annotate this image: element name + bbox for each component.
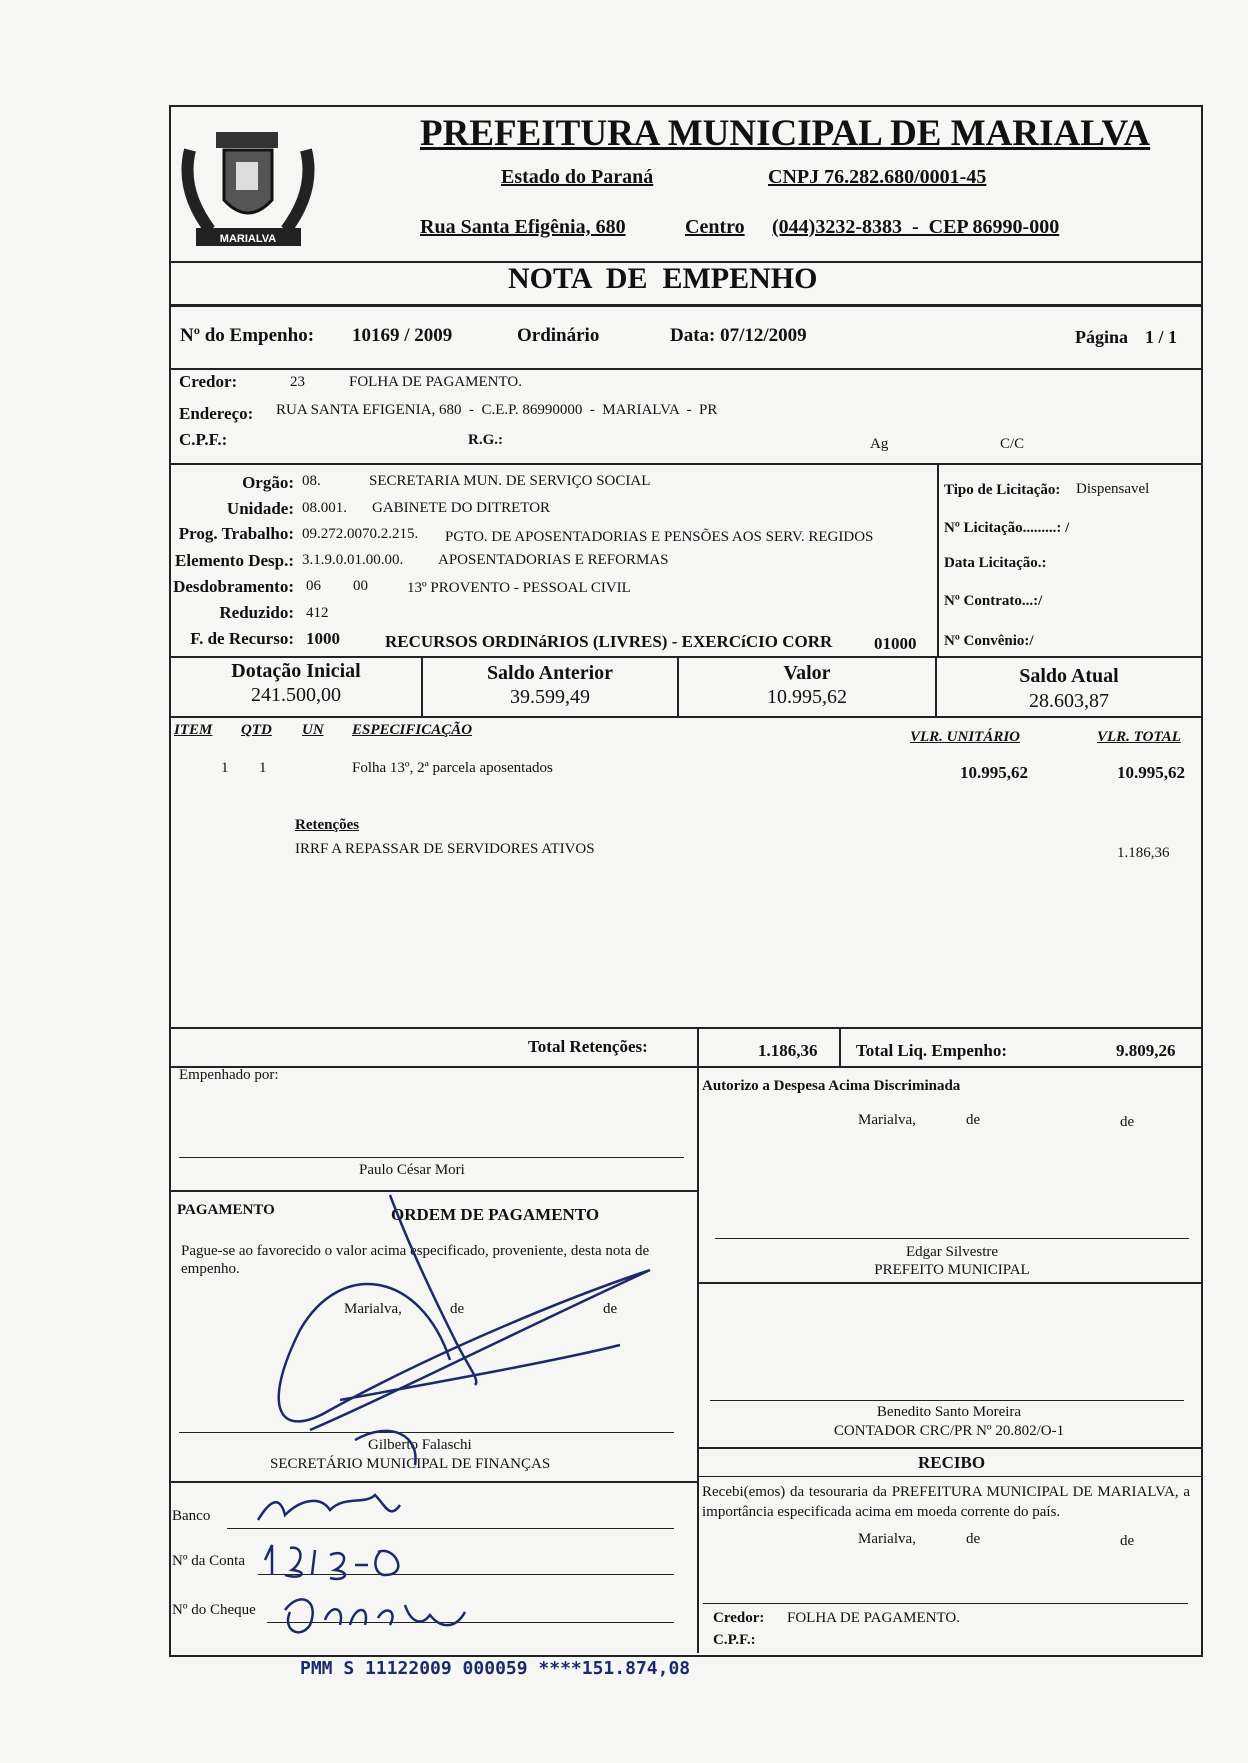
footer-stamp: PMM S 11122009 000059 ****151.874,08 <box>300 1658 691 1679</box>
orgao-desc: SECRETARIA MUN. DE SERVIÇO SOCIAL <box>369 473 651 489</box>
col-total: VLR. TOTAL <box>1097 729 1181 745</box>
total-liq-label: Total Liq. Empenho: <box>856 1041 1007 1060</box>
recurso-label: F. de Recurso: <box>190 629 294 648</box>
desdob-label: Desdobramento: <box>173 577 294 596</box>
phone-cep-text: (044)3232-8383 - CEP 86990-000 <box>772 216 1060 238</box>
unidade-label: Unidade: <box>226 499 294 518</box>
total-retencoes-label: Total Retenções: <box>528 1037 648 1056</box>
page-value: 1 / 1 <box>1145 327 1178 347</box>
col-unit: VLR. UNITÁRIO <box>910 729 1021 745</box>
contador-name: Benedito Santo Moreira <box>876 1404 1022 1420</box>
saldo-atual-label: Saldo Atual <box>1019 665 1119 687</box>
pagamento-marialva: Marialva, <box>344 1301 402 1317</box>
valor-label: Valor <box>783 662 831 684</box>
col-un: UN <box>302 722 324 738</box>
desdob-a: 06 <box>306 578 321 594</box>
empenho-label: Nº do Empenho: <box>180 325 315 346</box>
licitacao-tipo-value: Dispensavel <box>1076 481 1150 497</box>
elemento-desc: APOSENTADORIAS E REFORMAS <box>438 552 669 568</box>
elemento-label: Elemento Desp.: <box>175 551 294 570</box>
svg-text:MARIALVA: MARIALVA <box>219 233 277 245</box>
orgao-label: Orgão: <box>242 473 294 492</box>
autorizo-de-1: de <box>966 1112 981 1128</box>
dotacao-inicial-label: Dotação Inicial <box>231 660 361 682</box>
saldo-anterior-value: 39.599,49 <box>510 686 590 708</box>
prog-code: 09.272.0070.2.215. <box>302 526 419 542</box>
prog-label: Prog. Trabalho: <box>178 524 294 543</box>
recibo-text: Recebi(emos) da tesouraria da PREFEITURA MUNICIPAL DE MARIALVA, a importância especificada acima em moeda corrente do país. <box>702 1484 1190 1520</box>
row-spec: Folha 13º, 2ª parcela aposentados <box>352 760 553 776</box>
desdob-desc: 13º PROVENTO - PESSOAL CIVIL <box>407 580 631 596</box>
empenhado-name: Paulo César Mori <box>359 1162 465 1178</box>
cheque-label: Nº do Cheque <box>172 1602 256 1618</box>
pagamento-de-2: de <box>603 1301 618 1317</box>
district-text: Centro <box>685 216 745 238</box>
empenhado-label: Empenhado por: <box>179 1067 279 1083</box>
pagamento-de-1: de <box>450 1301 465 1317</box>
conta-label: Nº da Conta <box>172 1553 245 1569</box>
prog-desc: PGTO. DE APOSENTADORIAS E PENSÕES AOS SERV. REGIDOS <box>445 529 874 545</box>
autorizo-marialva: Marialva, <box>858 1112 916 1128</box>
cc-label: C/C <box>1000 436 1025 452</box>
pagamento-text: Pague-se ao favorecido o valor acima especificado, proveniente, desta nota de empenho. <box>181 1243 650 1277</box>
empenho-number: 10169 / 2009 <box>352 325 453 346</box>
row-total: 10.995,62 <box>1117 763 1185 782</box>
col-item: ITEM <box>174 722 213 738</box>
cpf-label: C.P.F.: <box>179 430 228 449</box>
prefeito-name: Edgar Silvestre <box>905 1244 999 1260</box>
recibo-de-2: de <box>1120 1533 1135 1549</box>
recibo-credor-label: Credor: <box>713 1610 765 1626</box>
row-item: 1 <box>221 760 229 776</box>
retencoes-title: Retenções <box>295 817 360 833</box>
pagamento-label: PAGAMENTO <box>177 1202 275 1218</box>
credor-name: FOLHA DE PAGAMENTO. <box>349 374 522 390</box>
desdob-b: 00 <box>353 578 368 594</box>
page-label: Página <box>1075 327 1129 347</box>
unidade-code: 08.001. <box>302 500 347 516</box>
row-qtd: 1 <box>259 760 267 776</box>
reduzido-value: 412 <box>306 605 329 621</box>
doc-title: NOTA DE EMPENHO <box>508 262 818 295</box>
total-liq-value: 9.809,26 <box>1116 1041 1176 1060</box>
col-qtd: QTD <box>241 722 272 738</box>
credor-label: Credor: <box>179 372 238 391</box>
ag-label: Ag <box>870 436 889 452</box>
contador-title: CONTADOR CRC/PR Nº 20.802/O-1 <box>833 1423 1065 1439</box>
licitacao-numero: Nº Licitação.........: / <box>944 520 1070 536</box>
address-text: Rua Santa Efigênia, 680 <box>420 216 626 238</box>
dotacao-inicial-value: 241.500,00 <box>251 684 341 706</box>
elemento-code: 3.1.9.0.01.00.00. <box>302 552 404 568</box>
licitacao-contrato: Nº Contrato...:/ <box>944 593 1043 609</box>
recibo-credor-value: FOLHA DE PAGAMENTO. <box>787 1610 960 1626</box>
reduzido-label: Reduzido: <box>219 603 294 622</box>
orgao-code: 08. <box>302 473 321 489</box>
retencoes-value: 1.186,36 <box>1117 845 1170 861</box>
ordem-pagamento: ORDEM DE PAGAMENTO <box>391 1205 600 1224</box>
recurso-num: 01000 <box>874 634 917 653</box>
valor-value: 10.995,62 <box>767 686 847 708</box>
licitacao-data: Data Licitação.: <box>944 555 1047 571</box>
unidade-desc: GABINETE DO DITRETOR <box>372 500 551 516</box>
autorizo-text: Autorizo a Despesa Acima Discriminada <box>702 1078 961 1094</box>
cnpj-text: CNPJ 76.282.680/0001-45 <box>768 166 987 188</box>
autorizo-de-2: de <box>1120 1114 1135 1130</box>
recibo-de-1: de <box>966 1531 981 1547</box>
recibo-marialva: Marialva, <box>858 1531 916 1547</box>
empenho-date: Data: 07/12/2009 <box>670 325 807 346</box>
total-retencoes-value: 1.186,36 <box>758 1041 818 1060</box>
empenho-type: Ordinário <box>517 325 600 346</box>
state-text: Estado do Paraná <box>501 166 654 188</box>
recurso-desc: RECURSOS ORDINáRIOS (LIVRES) - EXERCíCIO CORR <box>385 632 833 651</box>
endereco-value: RUA SANTA EFIGENIA, 680 - C.E.P. 86990000 - MARIALVA - PR <box>276 402 718 418</box>
secretario-title: SECRETÁRIO MUNICIPAL DE FINANÇAS <box>270 1456 551 1472</box>
secretario-name: Gilberto Falaschi <box>368 1437 472 1453</box>
prefeito-title: PREFEITO MUNICIPAL <box>874 1262 1030 1278</box>
licitacao-convenio: Nº Convênio:/ <box>944 633 1034 649</box>
retencoes-desc: IRRF A REPASSAR DE SERVIDORES ATIVOS <box>295 841 595 857</box>
licitacao-tipo-label: Tipo de Licitação: <box>944 482 1061 498</box>
recibo-cpf-label: C.P.F.: <box>713 1632 756 1648</box>
credor-code: 23 <box>290 374 305 390</box>
col-spec: ESPECIFICAÇÃO <box>352 722 473 738</box>
rg-label: R.G.: <box>468 432 503 448</box>
endereco-label: Endereço: <box>179 404 254 423</box>
banco-label: Banco <box>172 1508 211 1524</box>
saldo-atual-value: 28.603,87 <box>1029 690 1109 712</box>
saldo-anterior-label: Saldo Anterior <box>486 662 614 684</box>
recurso-code: 1000 <box>306 629 340 648</box>
row-unit: 10.995,62 <box>960 763 1028 782</box>
page-title: PREFEITURA MUNICIPAL DE MARIALVA <box>420 113 1151 154</box>
recibo-title: RECIBO <box>918 1453 986 1472</box>
